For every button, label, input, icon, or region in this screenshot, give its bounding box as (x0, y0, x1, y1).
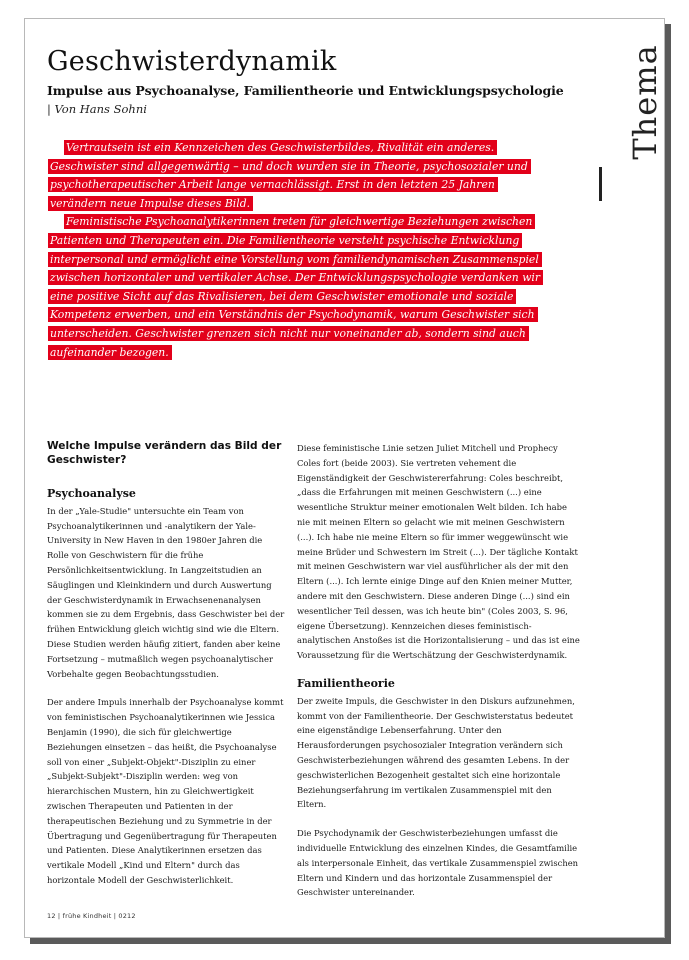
magazine-page (24, 18, 665, 938)
body-paragraph: Der zweite Impuls, die Geschwister in den Diskurs aufzunehmen, kommt von der Familientheorie. Der Geschwisterstatus bedeutet eine eigenständige Lebenserfahrung. Unter den Herausforderungen psychosozialer Integration verändern sich Geschwisterbeziehungen während des gesamten Lebens. In der geschwisterlichen Bezogenheit gestaltet sich eine horizontale Beziehungserfahrung im vertikalen Zusammenspiel mit den Eltern. (297, 695, 575, 810)
subsection-title-familientheorie: Familientheorie (297, 676, 395, 690)
article-subtitle: Impulse aus Psychoanalyse, Familientheorie und Entwicklungspsychologie (47, 83, 564, 98)
lead-text (48, 139, 546, 362)
lead-paragraph (48, 213, 546, 362)
page-footer: 12 | frühe Kindheit | 0212 (47, 912, 136, 920)
lead-highlight: Vertrautsein ist ein Kennzeichen des Geschwisterbildes, Rivalität ein anderes. Geschwister sind allgegenwärtig – und doch wurden sie in Theorie, psychosozialer und psychotherapeutischer Arbeit lange vernachlässigt. Erst in den letzten 25 Jahren verändern neue Impulse dieses Bild. (48, 140, 531, 211)
lead-highlight: Feministische Psychoanalytikerinnen treten für gleichwertige Beziehungen zwischen Patienten und Therapeuten ein. Die Familientheorie versteht psychische Entwicklung interpersonal und ermöglicht eine Vorstellung vom familiendynamischen Zusammenspiel zwischen horizontaler und vertikaler Achse. Der Entwicklungspsychologie verdanken wir eine positive Sicht auf das Rivalisieren, bei dem Geschwister emotionale und soziale Kompetenz erwerben, und ein Verständnis der Psychodynamik, warum Geschwister sich unterscheiden. Geschwister grenzen sich nicht nur voneinander ab, sondern sind auch aufeinander bezogen. (48, 214, 543, 359)
body-paragraph: In der „Yale-Studie" untersuchte ein Team von Psychoanalytikerinnen und -analytikern der Yale-University in New Haven in den 1980er Jahren die Rolle von Geschwistern für die frühe Persönlichkeitsentwicklung. In Langzeitstudien an Säuglingen und Kleinkindern und durch Auswertung der Geschwisterdynamik in Erwachsenenanalysen kommen sie zu dem Ergebnis, dass Geschwister bei der frühen Entwicklung gleich wichtig sind wie die Eltern. Diese Studien werden häufig zitiert, fanden aber keine Fortsetzung – mutmaßlich wegen psychoanalytischer Vorbehalte gegen Beobachtungsstudien. (47, 505, 285, 679)
body-paragraph: Diese feministische Linie setzen Juliet Mitchell und Prophecy Coles fort (beide 2003). Sie vertreten vehement die Eigenständigkeit der Geschwistererfahrung: Coles beschreibt, „dass die Erfahrungen mit meinen Geschwistern (...) eine wesentliche Struktur meiner emotionalen Welt bilden. Ich habe nie mit meinen Eltern so gelacht wie mit meinen Geschwistern (...). Ich habe nie meine Eltern so für immer weggewünscht wie meine Brüder und Schwestern im Streit (...). Der tägliche Kontakt mit meinen Geschwistern war viel ausführlicher als der mit den Eltern (...). Ich lernte einige Dinge auf den Knien meiner Mutter, andere mit den Geschwistern. Diese anderen Dinge (...) sind ein wesentlicher Teil dessen, was ich heute bin" (Coles 2003, S. 96, eigene Übersetzung). Kennzeichen dieses feministisch-analytischen Anstoßes ist die Horizontalisierung – und das ist eine Voraussetzung für die Wertschätzung der Geschwisterdynamik. (297, 443, 580, 661)
left-column (47, 439, 285, 902)
subsection-title-psychoanalyse: Psychoanalyse (47, 487, 136, 500)
author-line: | Von Hans Sohni (47, 102, 147, 116)
body-paragraph: Der andere Impuls innerhalb der Psychoanalyse kommt von feministischen Psychoanalytikerinnen wie Jessica Benjamin (1990), die sich für gleichwertige Beziehungen einsetzen – das heißt, die Psychoanalyse soll von einer „Subjekt-Objekt"-Disziplin zu einer „Subjekt-Subjekt"-Disziplin werden: weg von hierarchischen Mustern, hin zu Gleichwertigkeit zwischen Therapeuten und Patienten in der therapeutischen Beziehung und zu Symmetrie in der Übertragung und Gegenübertragung für Therapeuten und Patienten. Diese Analytikerinnen ersetzen das vertikale Modell „Kind und Eltern" durch das horizontale Modell der Geschwisterlichkeit. (47, 697, 284, 885)
article-title: Geschwisterdynamik (47, 46, 337, 77)
body-paragraph: Die Psychodynamik der Geschwisterbeziehungen umfasst die individuelle Entwicklung des einzelnen Kindes, die Gesamtfamilie als interpersonale Einheit, das vertikale Zusammenspiel zwischen Eltern und Kindern und das horizontale Zusammenspiel der Geschwister untereinander. (297, 828, 579, 898)
section-label-bar (599, 167, 602, 201)
section-heading: Welche Impulse verändern das Bild der Geschwister? (47, 440, 282, 466)
right-column (297, 441, 581, 914)
section-label: Thema (626, 44, 664, 160)
lead-paragraph (48, 139, 546, 213)
